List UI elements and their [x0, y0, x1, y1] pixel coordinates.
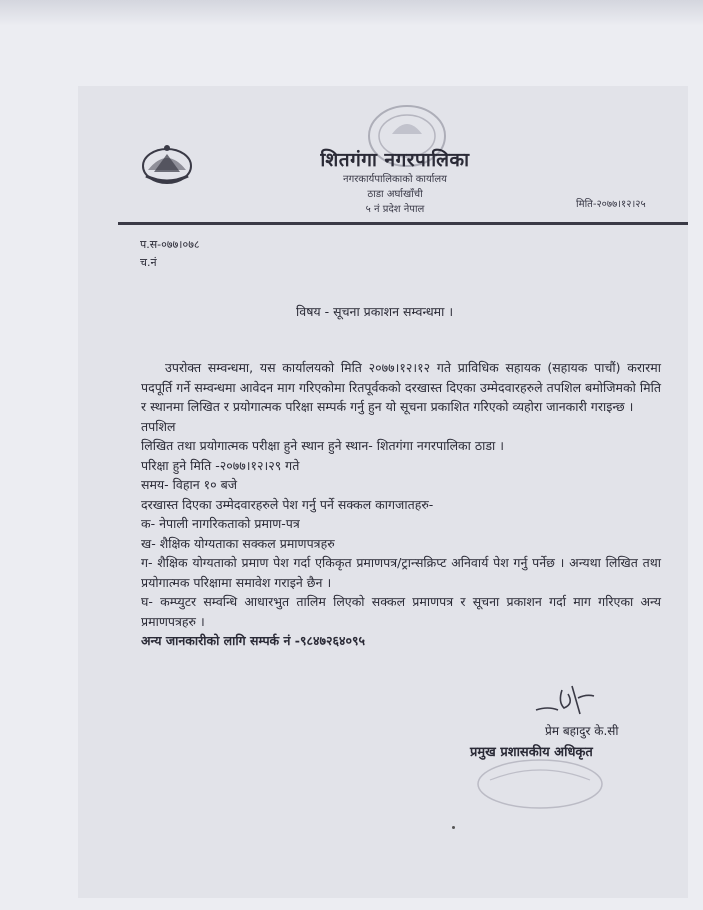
letter-body [141, 358, 661, 651]
intro-paragraph: उपरोक्त सम्वन्धमा, यस कार्यालयको मिति २०७७।१२।१२ गते प्राविधिक सहायक (सहायक पाचौं) करारमा पदपूर्ति गर्ने सम्वन्धमा आवेदन माग गरिएकोमा रितपूर्वकको दरखास्त दिएका उम्मेदवारहरुले तपशिल बमोजिमको मिति र स्थानमा लिखित र प्रयोगात्मक परिक्षा सम्पर्क गर्नु हुन यो सूचना प्रकाशित गरिएको व्यहोरा जानकारी गराइन्छ । [141, 360, 661, 414]
list-item: ख- शैक्षिक योग्यताका सक्कल प्रमाणपत्रहरु [141, 535, 335, 551]
exam-date: परिक्षा हुने मिति -२०७७।१२।२९ गते [141, 457, 300, 473]
signatory-title: प्रमुख प्रशासकीय अधिकृत [470, 745, 593, 760]
reference-block [140, 236, 200, 272]
office-location: ठाडा अर्घाखाँची [367, 189, 423, 200]
signature-icon [528, 680, 598, 724]
office-subtitle: नगरकार्यपालिकाको कार्यालय [343, 174, 447, 185]
letterhead [280, 146, 510, 217]
nepal-emblem-icon [138, 142, 196, 186]
documents-heading: दरखास्त दिएका उम्मेदवारहरुले पेश गर्नु पर्ने सक्कल कागजातहरु- [141, 496, 434, 512]
list-item: क- नेपाली नागरिकताको प्रमाण-पत्र [141, 516, 300, 531]
exam-time: समय- विहान १० बजे [141, 477, 238, 492]
tapsil-heading: तपशिल [141, 418, 176, 434]
official-stamp-icon [470, 752, 610, 812]
contact-number: अन्य जानकारीको लागि सम्पर्क नं -९८४७२६४०९५ [141, 633, 365, 648]
list-item: ग- शैक्षिक योग्यताको प्रमाण पेश गर्दा एकिकृत प्रमाणपत्र/ट्रान्सक्रिप्ट अनिवार्य पेश गर्नु पर्नेछ । अन्यथा लिखित तथा प्रयोगात्मक परिक्षामा समावेश गराइने छैन । [141, 555, 661, 590]
signatory-name: प्रेम बहादुर के.सी [545, 724, 619, 738]
letter-date: मिति-२०७७।१२।२५ [576, 199, 646, 210]
patra-sankhya: प.स-०७७।०७८ [140, 238, 200, 251]
scan-speck [452, 826, 455, 829]
letter-subject: विषय - सूचना प्रकाशन सम्वन्धमा । [296, 304, 454, 319]
list-item: घ- कम्प्युटर सम्वन्धि आधारभुत तालिम लिएको सक्कल प्रमाणपत्र र सूचना प्रकाशन गर्दा माग गरिएका अन्य प्रमाणपत्रहरु । [141, 594, 661, 629]
office-name: शितगंगा नगरपालिका [320, 149, 470, 171]
exam-place: लिखित तथा प्रयोगात्मक परीक्षा हुने स्थान हुने स्थान- शितगंगा नगरपालिका ठाडा । [141, 438, 504, 453]
office-province: ५ नं प्रदेश नेपाल [365, 204, 425, 215]
chalani-number: च.नं [140, 256, 157, 269]
header-divider [118, 222, 688, 225]
